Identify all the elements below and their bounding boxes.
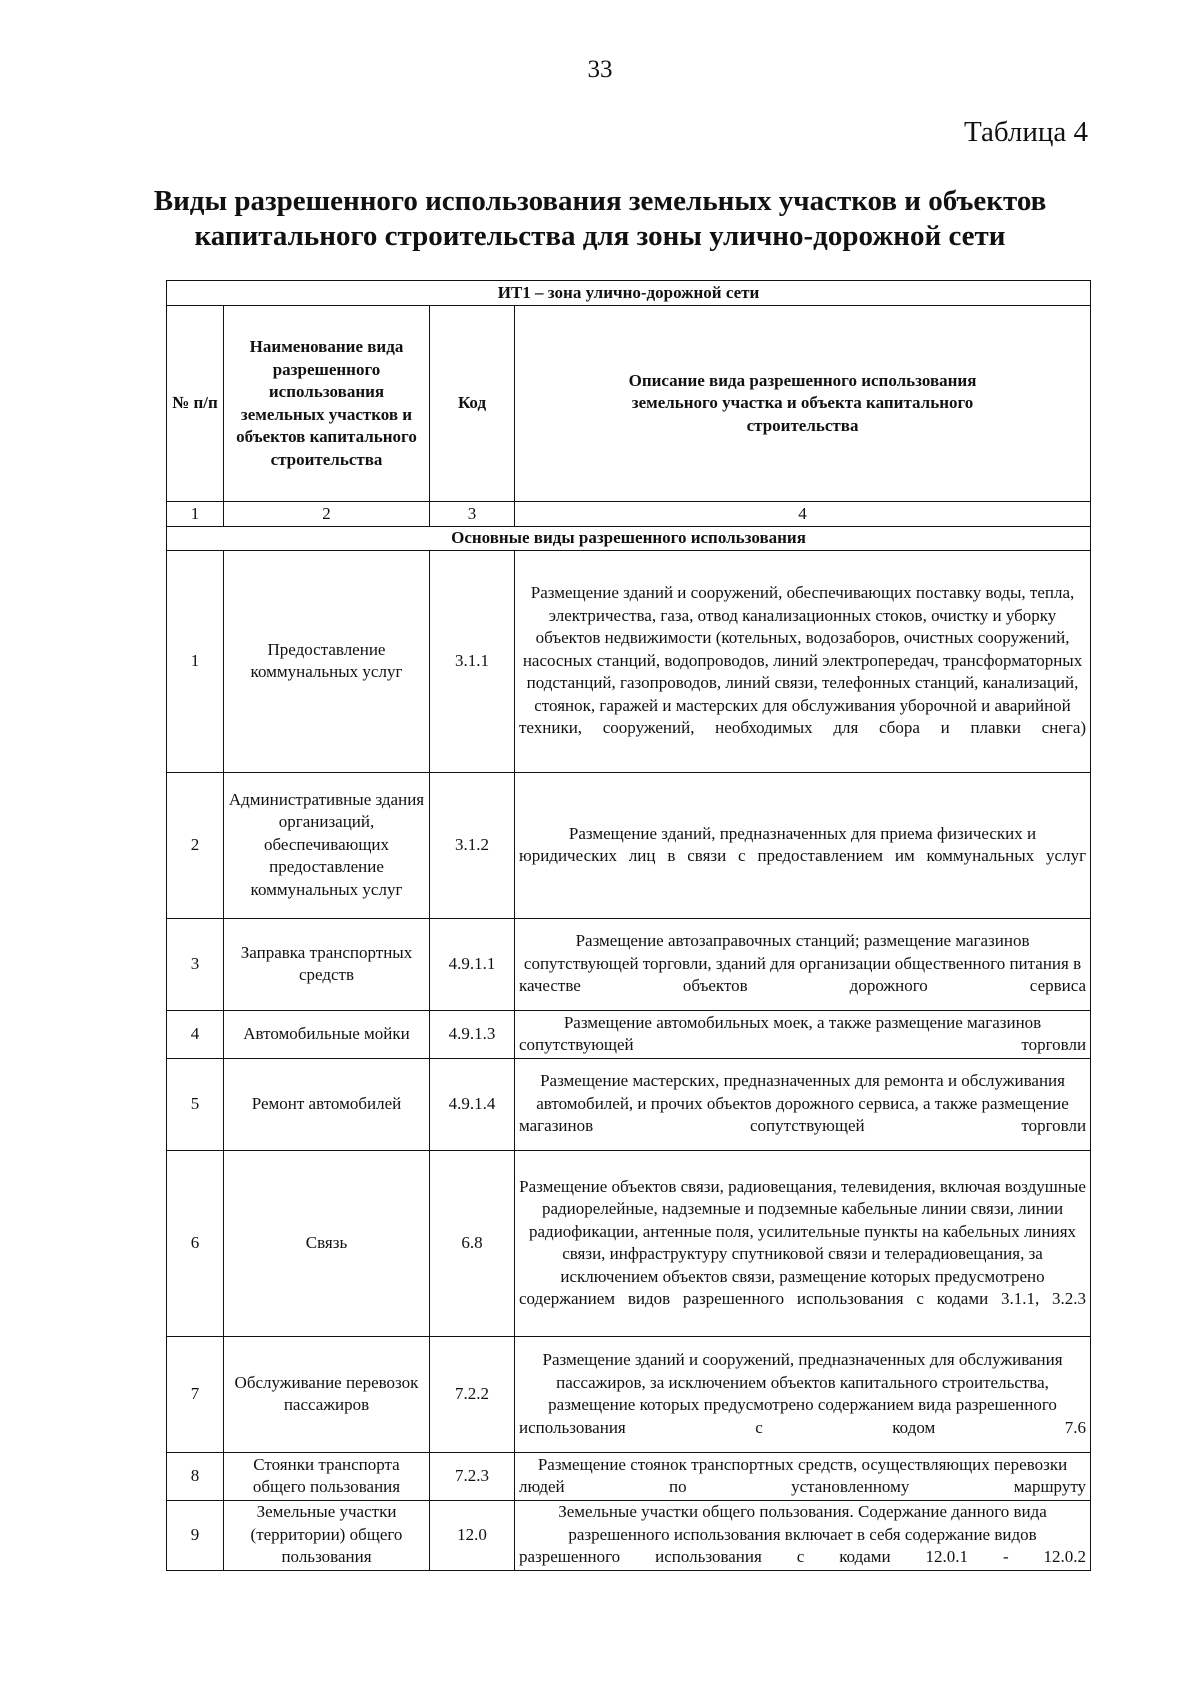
column-number-1: 1 xyxy=(167,502,224,527)
row-number: 4 xyxy=(167,1010,224,1058)
row-name: Административные здания организаций, обеспечивающих предоставление коммунальных услуг xyxy=(224,772,430,918)
row-name: Связь xyxy=(224,1150,430,1336)
table-row xyxy=(167,550,1091,772)
table-row xyxy=(167,1336,1091,1452)
row-number: 5 xyxy=(167,1058,224,1150)
row-description: Размещение зданий, предназначенных для приема физических и юридических лиц в связи с предоставлением им коммунальных услуг xyxy=(515,772,1091,918)
row-code: 7.2.2 xyxy=(430,1336,515,1452)
row-number: 8 xyxy=(167,1452,224,1500)
row-name: Автомобильные мойки xyxy=(224,1010,430,1058)
row-description: Размещение мастерских, предназначенных для ремонта и обслуживания автомобилей, и прочих объектов дорожного сервиса, а также размещение магазинов сопутствующей торговли xyxy=(515,1058,1091,1150)
row-description: Размещение объектов связи, радиовещания, телевидения, включая воздушные радиорелейные, надземные и подземные кабельные линии связи, линии радиофикации, антенные поля, усилительные пункты на кабельных линиях связи, инфраструктуру спутниковой связи и телерадиовещания, за исключением объектов связи, размещение которых предусмотрено содержанием видов разрешенного использования с кодами 3.1.1, 3.2.3 xyxy=(515,1150,1091,1336)
row-code: 6.8 xyxy=(430,1150,515,1336)
row-description: Земельные участки общего пользования. Содержание данного вида разрешенного использования включает в себя содержание видов разрешенного использования с кодами 12.0.1 - 12.0.2 xyxy=(515,1500,1091,1570)
row-number: 3 xyxy=(167,918,224,1010)
column-number-4: 4 xyxy=(515,502,1091,527)
header-num: № п/п xyxy=(167,306,224,502)
row-name: Заправка транспортных средств xyxy=(224,918,430,1010)
page-number: 33 xyxy=(587,56,613,83)
document-title xyxy=(100,184,1100,254)
row-description: Размещение стоянок транспортных средств, осуществляющих перевозки людей по установленному маршруту xyxy=(515,1452,1091,1500)
row-description: Размещение автозаправочных станций; размещение магазинов сопутствующей торговли, зданий для организации общественного питания в качестве объектов дорожного сервиса xyxy=(515,918,1091,1010)
row-description: Размещение зданий и сооружений, предназначенных для обслуживания пассажиров, за исключением объектов капитального строительства, размещение которых предусмотрено содержанием вида разрешенного использования с кодом 7.6 xyxy=(515,1336,1091,1452)
title-line-2: капитального строительства для зоны улично-дорожной сети xyxy=(194,220,1006,252)
row-code: 3.1.1 xyxy=(430,550,515,772)
row-description: Размещение зданий и сооружений, обеспечивающих поставку воды, тепла, электричества, газа, отвод канализационных стоков, очистку и уборку объектов недвижимости (котельных, водозаборов, очистных сооружений, насосных станций, водопроводов, линий электропередач, трансформаторных подстанций, газопроводов, линий связи, телефонных станций, канализаций, стоянок, гаражей и мастерских для обслуживания уборочной и аварийной техники, сооружений, необходимых для сбора и плавки снега) xyxy=(515,550,1091,772)
table-row xyxy=(167,1452,1091,1500)
section-main-uses: Основные виды разрешенного использования xyxy=(167,527,1091,551)
column-number-3: 3 xyxy=(430,502,515,527)
table-row xyxy=(167,1010,1091,1058)
column-number-2: 2 xyxy=(224,502,430,527)
row-code: 4.9.1.4 xyxy=(430,1058,515,1150)
header-description: Описание вида разрешенного использования земельного участка и объекта капитального строительства xyxy=(515,306,1091,502)
header-name: Наименование вида разрешенного использования земельных участков и объектов капитального строительства xyxy=(224,306,430,502)
row-name: Обслуживание перевозок пассажиров xyxy=(224,1336,430,1452)
row-code: 4.9.1.3 xyxy=(430,1010,515,1058)
row-number: 6 xyxy=(167,1150,224,1336)
row-number: 2 xyxy=(167,772,224,918)
land-use-table xyxy=(166,280,1091,1571)
table-row xyxy=(167,1058,1091,1150)
table-row xyxy=(167,772,1091,918)
table-row xyxy=(167,1500,1091,1570)
row-name: Предоставление коммунальных услуг xyxy=(224,550,430,772)
row-name: Стоянки транспорта общего пользования xyxy=(224,1452,430,1500)
table-row xyxy=(167,1150,1091,1336)
row-code: 3.1.2 xyxy=(430,772,515,918)
row-code: 7.2.3 xyxy=(430,1452,515,1500)
header-code: Код xyxy=(430,306,515,502)
row-description: Размещение автомобильных моек, а также размещение магазинов сопутствующей торговли xyxy=(515,1010,1091,1058)
row-name: Земельные участки (территории) общего пользования xyxy=(224,1500,430,1570)
table-label: Таблица 4 xyxy=(963,116,1088,148)
zone-header: ИТ1 – зона улично-дорожной сети xyxy=(167,281,1091,306)
row-number: 9 xyxy=(167,1500,224,1570)
row-code: 4.9.1.1 xyxy=(430,918,515,1010)
row-number: 1 xyxy=(167,550,224,772)
table-row xyxy=(167,918,1091,1010)
title-line-1: Виды разрешенного использования земельных участков и объектов xyxy=(153,185,1047,217)
row-code: 12.0 xyxy=(430,1500,515,1570)
row-number: 7 xyxy=(167,1336,224,1452)
row-name: Ремонт автомобилей xyxy=(224,1058,430,1150)
